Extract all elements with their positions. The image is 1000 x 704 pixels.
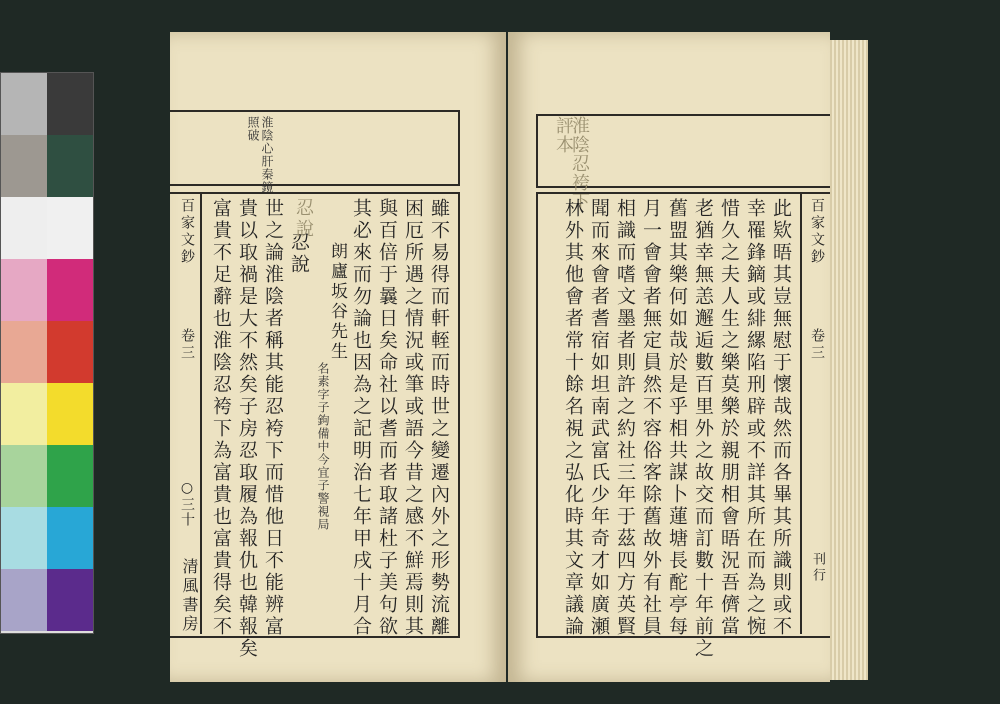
text-column: 與百倍于曩日矣命社以耆而者取諸杜子美句欲 (376, 198, 398, 638)
open-book (170, 32, 870, 682)
color-swatch (1, 383, 47, 445)
color-swatch (47, 507, 93, 569)
bleed-through-text: 忍說 (293, 198, 314, 240)
essay-title: 忍說 (288, 232, 310, 276)
text-column: 其必來而勿論也因為之記明治七年甲戌十月合 (350, 198, 372, 638)
color-swatch (47, 321, 93, 383)
text-column: 富貴不足辭也淮陰忍袴下為富貴也富貴得矣不 (210, 198, 232, 638)
color-swatch (1, 507, 47, 569)
color-swatch (1, 135, 47, 197)
text-column: 月一會會者無定員然不容俗客除舊故外有社員 (640, 198, 662, 638)
edge-volume: 卷三 (179, 328, 195, 362)
color-swatch (1, 259, 47, 321)
color-swatch (47, 197, 93, 259)
header-faint-2: 淮陰忍袴下 (569, 116, 590, 211)
edge-volume: 卷三 (809, 328, 825, 362)
color-swatch (1, 197, 47, 259)
edge-mark: 刊行 (810, 552, 825, 584)
header-note-2: 照破 (246, 116, 260, 142)
text-column: 世之論淮陰者稱其能忍袴下而惜他日不能辨富 (262, 198, 284, 638)
edge-rule (800, 192, 802, 634)
author-name: 朗廬坂谷先生 (327, 242, 347, 362)
color-swatch (47, 445, 93, 507)
text-column: 貴以取禍是大不然矣子房忍取履為報仇也韓報矣 (236, 198, 258, 660)
color-swatch (47, 569, 93, 631)
text-column: 雖不易得而軒輊而時世之變遷內外之形勢流離 (428, 198, 450, 638)
color-swatch (47, 383, 93, 445)
author-note: 名素字子鉤備中今宜子警視局 (316, 362, 330, 531)
edge-title: 百家文鈔 (179, 198, 195, 266)
edge-rule (200, 192, 202, 634)
text-column: 幸罹鋒鏑或緋縲陷刑辟或不詳其所在而為之惋 (744, 198, 766, 638)
page-fore-edge (830, 40, 868, 680)
text-column: 相識而嗜文墨者則許之約社三年于茲四方英賢 (614, 198, 636, 638)
right-page (508, 32, 830, 682)
text-column: 此欵晤其豈無慰于懷哉然而各畢其所識則或不 (770, 198, 792, 638)
color-swatch (1, 445, 47, 507)
color-swatch (47, 135, 93, 197)
text-column: 林外其他會者常十餘名視之弘化時其文章議論 (562, 198, 584, 638)
text-column: 惜久之夫人生之樂莫樂於親朋相會晤況吾儕當 (718, 198, 740, 638)
left-page (170, 32, 506, 682)
color-swatch (47, 73, 93, 135)
header-faint-1: 評本 (553, 116, 574, 154)
text-column: 老猶幸無恙邂逅數百里外之故交而訂數十年前之 (692, 198, 714, 660)
text-column: 困厄所遇之情況或筆或語今昔之感不鮮焉則其 (402, 198, 424, 638)
color-swatch (47, 259, 93, 321)
text-column: 聞而來會者耆宿如坦南武富氏少年奇才如廣瀬 (588, 198, 610, 638)
page-number: ○三十 (179, 480, 195, 527)
header-box (170, 110, 460, 186)
color-swatch (1, 569, 47, 631)
color-swatch (1, 73, 47, 135)
edge-title: 百家文鈔 (809, 198, 825, 266)
text-column: 舊盟其樂何如哉於是乎相共謀卜蓮塘長酡亭每 (666, 198, 688, 638)
color-checker-card (0, 72, 94, 634)
publisher: 清風書房 (180, 558, 199, 634)
header-note-1: 淮陰心肝秦鏡 (260, 116, 274, 194)
color-swatch (1, 321, 47, 383)
